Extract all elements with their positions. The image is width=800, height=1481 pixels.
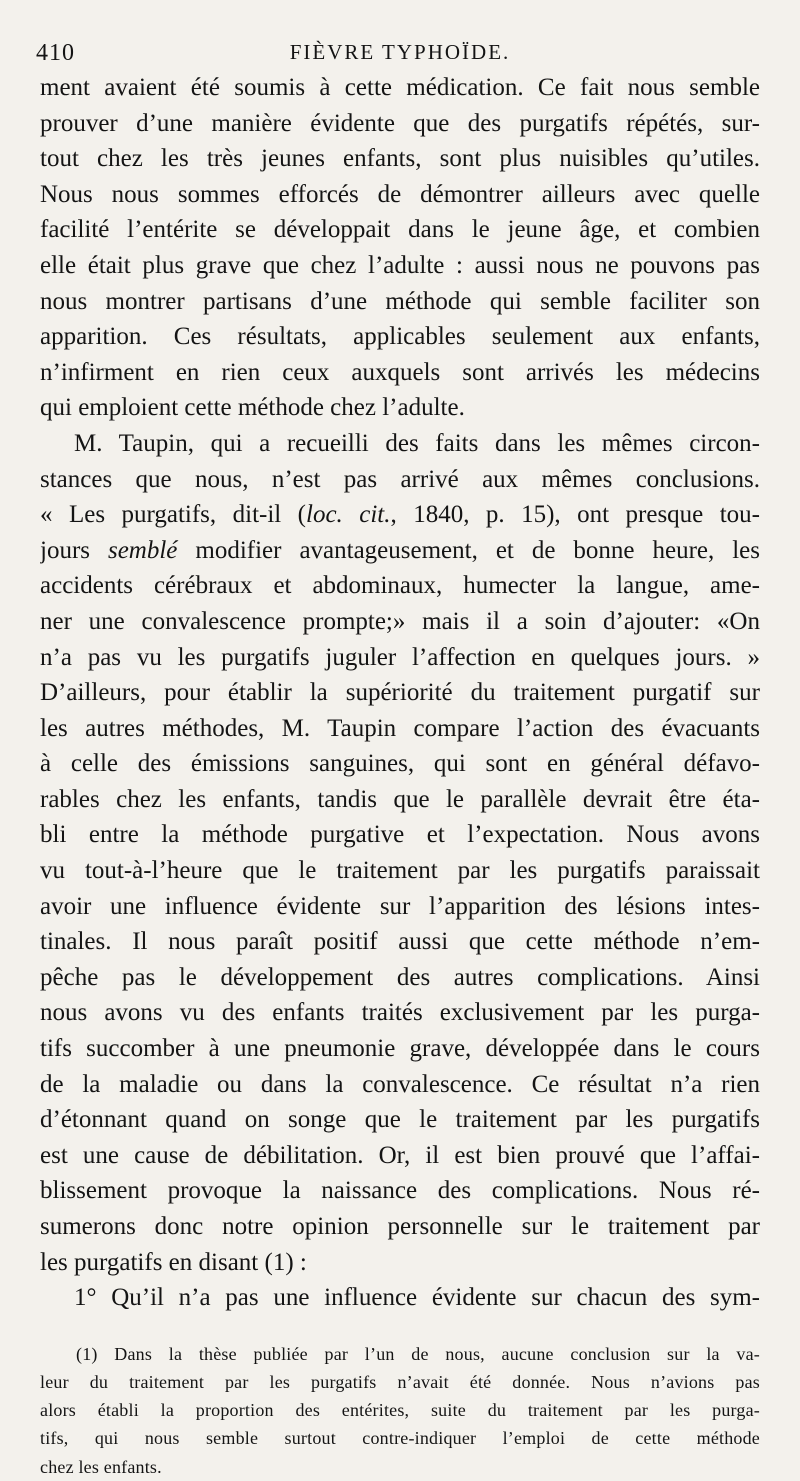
text-line: [40, 533, 760, 569]
text-line: tout chez les très jeunes enfants, sont plus nuisibles qu’utiles.: [40, 145, 760, 173]
text-line: d’étonnant quand on songe que le traitement par les purgatifs: [40, 1106, 760, 1134]
text-line: D’ailleurs, pour établir la supériorité du traitement purgatif sur: [40, 679, 760, 707]
text-segment: , 1840, p. 15), ont presque tou-: [390, 501, 760, 529]
footnote-line: chez les enfants.: [40, 1456, 162, 1477]
body-text: [40, 70, 760, 1316]
text-line: à celle des émissions sanguines, qui sont en général défavo-: [40, 750, 760, 778]
text-line: accidents cérébraux et abdominaux, humecter la langue, ame-: [40, 572, 760, 600]
text-line: apparition. Ces résultats, applicables seulement aux enfants,: [40, 323, 760, 351]
text-segment: « Les purgatifs, dit-il (: [40, 501, 307, 529]
text-line: M. Taupin, qui a recueilli des faits dans les mêmes circon-: [74, 429, 760, 457]
text-line: ner une convalescence prompte;» mais il a soin d’ajouter: «On: [40, 607, 760, 635]
text-line: Nous nous sommes efforcés de démontrer ailleurs avec quelle: [40, 180, 760, 208]
text-line: blissement provoque la naissance des complications. Nous ré-: [40, 1177, 760, 1205]
text-line: vu tout-à-l’heure que le traitement par les purgatifs paraissait: [40, 857, 760, 885]
text-line: ment avaient été soumis à cette médication. Ce fait nous semble: [40, 74, 760, 101]
page-header: [36, 34, 760, 70]
running-title: FIÈVRE TYPHOÏDE.: [289, 40, 511, 64]
text-line: stances que nous, n’est pas arrivé aux mêmes conclusions.: [40, 465, 760, 493]
text-line: les purgatifs en disant (1) :: [40, 1248, 307, 1276]
text-line: elle était plus grave que chez l’adulte : aussi nous ne pouvons pas: [40, 251, 760, 279]
text-line: sumerons donc notre opinion personnelle sur le traitement par: [40, 1213, 760, 1240]
text-line: n’infirment en rien ceux auxquels sont arrivés les médecins: [40, 358, 760, 386]
footnote-line: alors établi la proportion des entérites, suite du traitement par les purga-: [40, 1400, 760, 1421]
text-line: avoir une influence évidente sur l’apparition des lésions intes-: [40, 892, 760, 920]
text-line: facilité l’entérite se développait dans le jeune âge, et combien: [40, 216, 760, 244]
text-line: tinales. Il nous paraît positif aussi que cette méthode n’em-: [40, 928, 760, 956]
footnote: [40, 1340, 760, 1481]
text-line: les autres méthodes, M. Taupin compare l’action des évacuants: [40, 714, 760, 742]
text-line: de la maladie ou dans la convalescence. Ce résultat n’a rien: [40, 1070, 760, 1098]
text-line: pêche pas le développement des autres complications. Ainsi: [40, 963, 760, 991]
text-segment: jours: [40, 536, 108, 564]
text-line: n’a pas vu les purgatifs juguler l’affection en quelques jours. »: [40, 643, 760, 671]
text-line: est une cause de débilitation. Or, il est bien prouvé que l’affai-: [40, 1141, 760, 1169]
citation-italic: loc. cit.: [306, 501, 391, 529]
page-number: 410: [36, 40, 75, 66]
text-line: tifs succomber à une pneumonie grave, développée dans le cours: [40, 1035, 760, 1063]
text-line: prouver d’une manière évidente que des purgatifs répétés, sur-: [40, 109, 760, 137]
text-segment: modifier avantageusement, et de bonne heure, les: [177, 536, 760, 564]
footnote-line: tifs, qui nous semble surtout contre-indiquer l’emploi de cette méthode: [40, 1428, 760, 1449]
footnote-line: leur du traitement par les purgatifs n’avait été donnée. Nous n’avions pas: [40, 1371, 760, 1392]
emphasis-italic: semblé: [107, 536, 178, 564]
text-line: rables chez les enfants, tandis que le parallèle devrait être éta-: [40, 785, 760, 813]
text-line: 1° Qu’il n’a pas une influence évidente sur chacun des sym-: [74, 1284, 760, 1312]
text-line: nous avons vu des enfants traités exclusivement par les purga-: [40, 999, 760, 1027]
text-line: bli entre la méthode purgative et l’expectation. Nous avons: [40, 821, 760, 849]
footnote-line: (1) Dans la thèse publiée par l’un de nous, aucune conclusion sur la va-: [76, 1343, 760, 1364]
text-line: qui emploient cette méthode chez l’adulte.: [40, 394, 465, 422]
text-line: nous montrer partisans d’une méthode qui semble faciliter son: [40, 287, 760, 315]
text-line: [40, 497, 760, 533]
